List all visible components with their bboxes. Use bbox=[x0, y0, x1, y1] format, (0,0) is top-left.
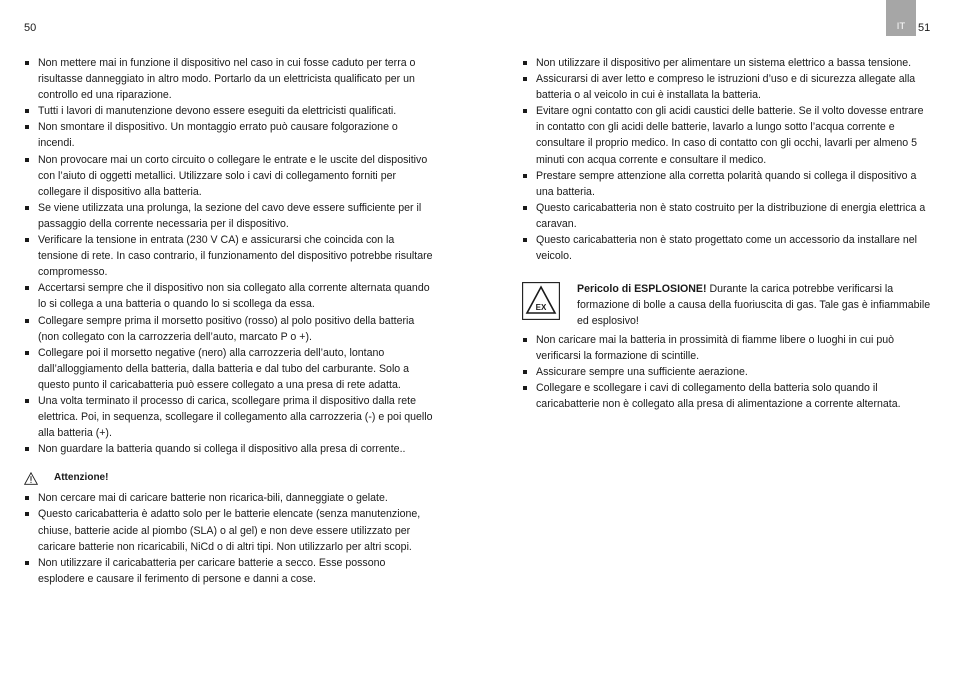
page-number-right: 51 bbox=[918, 22, 931, 34]
list-item: Questo caricabatteria non è stato progettato come un accessorio da installare nel veicolo. bbox=[522, 232, 932, 264]
list-item: Non guardare la batteria quando si collega il dispositivo alla presa di corrente.. bbox=[24, 441, 434, 457]
warning-heading bbox=[24, 470, 434, 486]
list-item: Non mettere mai in funzione il dispositivo nel caso in cui fosse caduto per terra o risultasse danneggiato in altro modo. Portarlo da un elettricista qualificato per un controllo ed una riparazione. bbox=[24, 55, 434, 103]
explosion-title: Pericolo di ESPLOSIONE! bbox=[577, 283, 707, 296]
safety-list-right bbox=[522, 55, 932, 264]
list-item: Assicurarsi di aver letto e compreso le istruzioni d’uso e di sicurezza allegate alla batteria o al veicolo in cui è installata la batteria. bbox=[522, 71, 932, 103]
explosion-icon-label: EX bbox=[535, 303, 547, 313]
list-item: Questo caricabatteria non è stato costruito per la distribuzione di energia elettrica a caravan. bbox=[522, 200, 932, 232]
language-tab: IT bbox=[886, 0, 916, 36]
warning-list bbox=[24, 490, 434, 587]
list-item: Non provocare mai un corto circuito o collegare le entrate e le uscite del dispositivo con l’aiuto di oggetti metallici. Utilizzare solo i cavi di collegamento forniti per collegare il dispositivo alla batteria. bbox=[24, 152, 434, 200]
list-item: Non utilizzare il caricabatteria per caricare batterie a secco. Esse possono esplodere e causare il ferimento di persone e danni a cose. bbox=[24, 555, 434, 587]
explosion-body: Durante la carica potrebbe verificarsi la formazione di bolle a causa della fuoriuscita di gas. Tale gas è infiammabile ed esplosivo! bbox=[577, 283, 931, 328]
list-item: Questo caricabatteria è adatto solo per le batterie elencate (senza manutenzione, chiuse, batterie acide al piombo (SLA) o al gel) e non deve essere utilizzato per caricare batterie non ricaricabili, NiCd o di altri tipi. Non utilizzarlo per altri scopi. bbox=[24, 506, 434, 554]
list-item: Se viene utilizzata una prolunga, la sezione del cavo deve essere sufficiente per il passaggio della corrente necessaria per il dispositivo. bbox=[24, 200, 434, 232]
warning-title: Attenzione! bbox=[54, 472, 109, 484]
list-item: Evitare ogni contatto con gli acidi caustici delle batterie. Se il volto dovesse entrare in contatto con gli acidi delle batterie, lavarlo a lungo sotto l’acqua corrente e consultare il proprio medico. In caso di contatto con gli occhi, lavarli per almeno 5 minuti con acqua corrente e consultare il medico. bbox=[522, 103, 932, 167]
list-item: Una volta terminato il processo di carica, scollegare prima il dispositivo dalla rete elettrica. Poi, in sequenza, scollegare il collegamento alla carrozzeria (-) e poi quello alla batteria (+). bbox=[24, 393, 434, 441]
list-item: Collegare poi il morsetto negative (nero) alla carrozzeria dell’auto, lontano dall’alloggiamento della batteria, dalla batteria e dal tubo del carburante. Solo a questo punto il caricabatteria può essere collegato a una presa di rete adatta. bbox=[24, 345, 434, 393]
list-item: Collegare e scollegare i cavi di collegamento della batteria solo quando il caricabatterie non è collegato alla presa di alimentazione a corrente alternata. bbox=[522, 380, 932, 412]
left-column bbox=[24, 55, 434, 587]
explosion-list bbox=[522, 332, 932, 412]
warning-triangle-icon bbox=[24, 472, 38, 485]
list-item: Collegare sempre prima il morsetto positivo (rosso) al polo positivo della batteria (non collegato con la carrozzeria dell’auto, marcato P o +). bbox=[24, 313, 434, 345]
list-item: Non caricare mai la batteria in prossimità di fiamme libere o luoghi in cui può verificarsi la formazione di scintille. bbox=[522, 332, 932, 364]
list-item: Accertarsi sempre che il dispositivo non sia collegato alla corrente alternata quando lo si collega a una batteria o quando lo si scollega da essa. bbox=[24, 280, 434, 312]
right-column bbox=[522, 55, 932, 412]
safety-list-left bbox=[24, 55, 434, 457]
explosion-paragraph bbox=[577, 281, 932, 329]
list-item: Non smontare il dispositivo. Un montaggio errato può causare folgorazione o incendi. bbox=[24, 119, 434, 151]
explosion-hazard-icon bbox=[522, 282, 560, 320]
page-number-left: 50 bbox=[24, 22, 37, 34]
list-item: Assicurare sempre una sufficiente aerazione. bbox=[522, 364, 932, 380]
list-item: Tutti i lavori di manutenzione devono essere eseguiti da elettricisti qualificati. bbox=[24, 103, 434, 119]
list-item: Prestare sempre attenzione alla corretta polarità quando si collega il dispositivo a una batteria. bbox=[522, 168, 932, 200]
list-item: Non cercare mai di caricare batterie non ricarica-bili, danneggiate o gelate. bbox=[24, 490, 434, 506]
list-item: Non utilizzare il dispositivo per alimentare un sistema elettrico a bassa tensione. bbox=[522, 55, 932, 71]
explosion-warning bbox=[522, 281, 932, 329]
list-item: Verificare la tensione in entrata (230 V CA) e assicurarsi che coincida con la tensione di rete. In caso contrario, il funzionamento del dispositivo potrebbe risultare compromesso. bbox=[24, 232, 434, 280]
